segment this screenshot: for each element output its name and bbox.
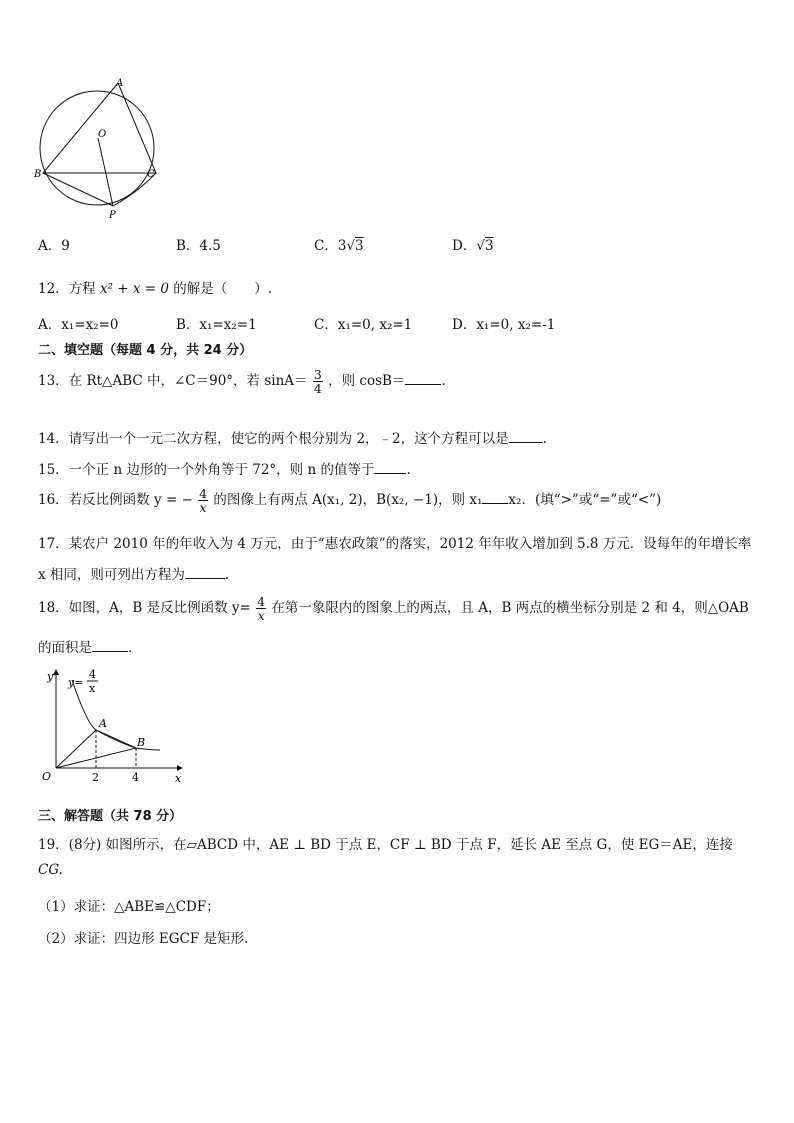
q19-line-1: 19．(8分) 如图所示，在▱ABCD 中，AE ⊥ BD 于点 E，CF ⊥ BD 于点 F，延长 AE 至点 G，使 EG＝AE，连接 — [38, 837, 733, 853]
q17-line-1: 17．某农户 2010 年的年收入为 4 万元，由于“惠农政策”的落实，2012 年年收入增加到 5.8 万元．设每年的年增长率 — [38, 536, 752, 552]
q19-line-2: CG. — [38, 862, 63, 878]
sqrt-sign: √ — [476, 238, 485, 254]
label-a: A — [116, 78, 124, 89]
circle-figure — [30, 74, 165, 224]
q12-option-b: B．x₁=x₂=1 — [176, 317, 257, 333]
q18-line-1: 18．如图，A，B 是反比例函数 y= $\frac{4}{x}$ 在第一象限内的图象上的两点，且 A，B 两点的横坐标分别是 2 和 4，则△OAB — [38, 594, 749, 624]
answer-blank — [374, 473, 406, 474]
graph-tick-2: 2 — [92, 771, 99, 784]
q11-option-d: D．√3 — [452, 238, 494, 254]
graph-tick-4: 4 — [132, 771, 139, 784]
q14: 14．请写出一个一元二次方程，使它的两个根分别为 2，﹣2，这个方程可以是 . — [38, 431, 547, 447]
graph-func-den: x — [89, 682, 96, 695]
q18-line-2: 的面积是 . — [38, 640, 133, 656]
label-o: O — [98, 129, 107, 140]
sqrt-sign: √ — [346, 238, 356, 254]
graph-point-a: A — [99, 717, 107, 730]
answer-blank — [509, 442, 543, 443]
q13-fraction: $\frac{3}{4}$ — [313, 367, 322, 397]
q12-option-a: A．x₁=x₂=0 — [38, 317, 119, 333]
graph-func-num: 4 — [89, 668, 96, 681]
graph-func-lhs: y= — [68, 676, 84, 689]
graph-y-label: y — [47, 670, 54, 683]
answer-blank — [92, 651, 128, 652]
q18-fraction: $\frac{4}{x}$ — [257, 594, 266, 624]
label-c: C — [147, 169, 155, 180]
q11-option-a: A．9 — [38, 238, 70, 254]
answer-blank — [405, 384, 441, 385]
answer-blank — [185, 578, 225, 579]
label-b: B — [34, 169, 42, 180]
hyperbola-graph — [32, 662, 192, 787]
q13: 13．在 Rt△ABC 中，∠C＝90°，若 sinA＝ $\frac{3}{4}$ ，则 cosB＝ . — [38, 367, 446, 397]
q12-option-d: D．x₁=0, x₂=-1 — [452, 317, 556, 333]
answer-blank — [482, 503, 508, 504]
q16: 16．若反比例函数 y = − $\frac{4}{x}$ 的图像上有两点 A(x₁, 2)，B(x₂, −1)，则 x₁ x₂．(填“>”或“=”或“<”) — [38, 486, 662, 516]
q17-line-2: x 相同，则可列出方程为 . — [38, 567, 230, 583]
q15: 15．一个正 n 边形的一个外角等于 72°，则 n 的值等于 . — [38, 462, 411, 478]
q19-sub-1: （1）求证：△ABE≌△CDF； — [38, 899, 220, 915]
q11-option-c: C．3√3 — [314, 238, 364, 254]
graph-origin: O — [42, 770, 52, 783]
label-p: P — [109, 210, 116, 221]
section-3-title: 三、解答题（共 78 分） — [38, 809, 183, 824]
graph-point-b: B — [137, 736, 146, 749]
q16-fraction: $\frac{4}{x}$ — [199, 486, 208, 516]
graph-x-label: x — [175, 772, 182, 785]
q19-sub-2: （2）求证：四边形 EGCF 是矩形. — [38, 931, 249, 947]
q11-option-b: B．4.5 — [176, 238, 221, 254]
section-2-title: 二、填空题（每题 4 分，共 24 分） — [38, 343, 253, 358]
q12-option-c: C．x₁=0, x₂=1 — [314, 317, 413, 333]
q12-stem: 12．方程 x² + x = 0 的解是（ ）. — [38, 281, 273, 297]
